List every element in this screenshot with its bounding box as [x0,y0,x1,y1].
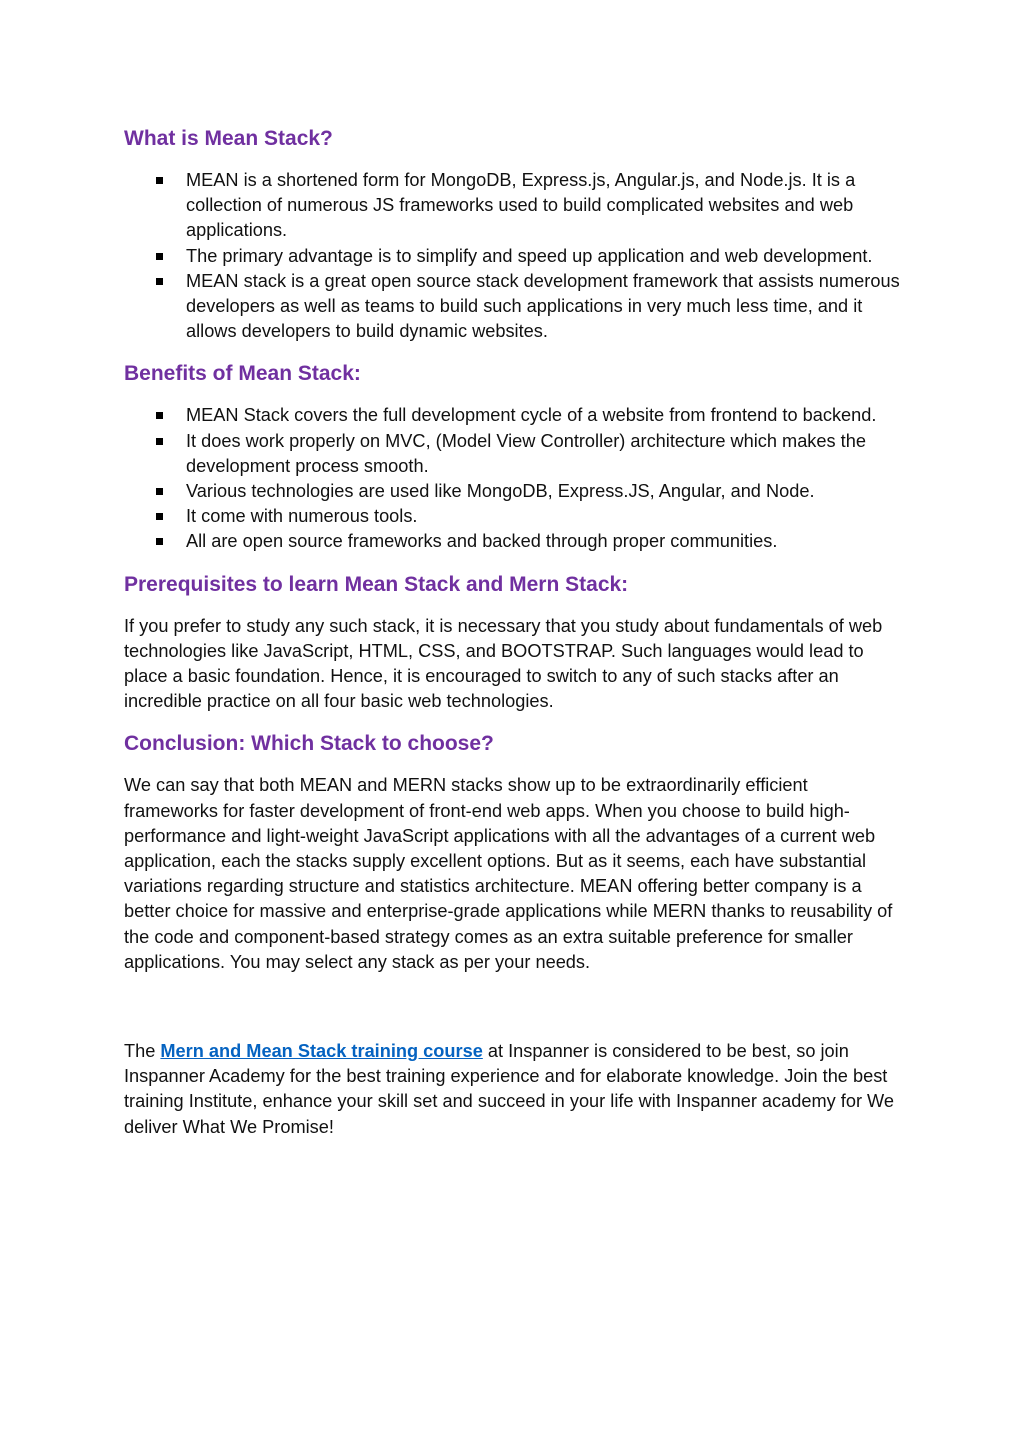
list-item [124,479,902,504]
list-item-text: It does work properly on MVC, (Model View Controller) architecture which makes the development process smooth. [186,430,866,476]
heading-prerequisites: Prerequisites to learn Mean Stack and Mern Stack: [124,572,629,596]
square-bullet-icon [156,538,163,545]
list-item-text: Various technologies are used like MongoDB, Express.JS, Angular, and Node. [186,481,815,502]
list-item-text: All are open source frameworks and backed through proper communities. [186,531,778,552]
square-bullet-icon [156,278,163,285]
list-item [124,244,902,269]
training-course-link[interactable]: Mern and Mean Stack training course [160,1041,483,1062]
list-item-text: It come with numerous tools. [186,506,418,527]
list-item [124,168,902,244]
list-item-text: MEAN is a shortened form for MongoDB, Express.js, Angular.js, and Node.js. It is a collection of numerous JS frameworks used to build complicated websites and web applications. [186,170,856,241]
list-item [124,429,902,479]
document-page [124,124,902,1155]
list-item [124,504,902,529]
list-item [124,403,902,428]
square-bullet-icon [156,412,163,419]
square-bullet-icon [156,438,163,445]
list-item [124,529,902,554]
square-bullet-icon [156,513,163,520]
heading-conclusion: Conclusion: Which Stack to choose? [124,732,494,756]
list-item-text: MEAN Stack covers the full development cycle of a website from frontend to backend. [186,405,877,426]
heading-what-is-mean-stack: What is Mean Stack? [124,127,333,150]
list-item [124,269,902,345]
list-item-text: The primary advantage is to simplify and speed up application and web development. [186,245,873,266]
mean-stack-definition-list [124,168,902,344]
square-bullet-icon [156,177,163,184]
closing-paragraph [124,1039,902,1140]
square-bullet-icon [156,253,163,260]
heading-benefits: Benefits of Mean Stack: [124,362,361,386]
prerequisites-paragraph: If you prefer to study any such stack, it is necessary that you study about fundamentals of web technologies like JavaScript, HTML, CSS, and BOOTSTRAP. Such languages would lead to place a basic foundation. Hence, it is encouraged to switch to any of such stacks after an incredible practice on all four basic web technologies. [124,615,883,712]
benefits-list [124,403,902,554]
closing-prefix: The [124,1041,161,1062]
closing-suffix: at Inspanner is considered to be best, so join Inspanner Academy for the best training experience and for elaborate knowledge. Join the best training Institute, enhance your skill set and succeed in your life with Inspanner academy for We deliver What We Promise! [124,1041,895,1137]
list-item-text: MEAN stack is a great open source stack development framework that assists numerous developers as well as teams to build such applications in very much less time, and it allows developers to build dynamic websites. [186,270,900,342]
square-bullet-icon [156,488,163,495]
conclusion-paragraph: We can say that both MEAN and MERN stacks show up to be extraordinarily efficient frameworks for faster development of front-end web apps. When you choose to build high-performance and light-weight JavaScript applications with all the advantages of a current web application, each the stacks supply excellent options. But as it seems, each have substantial variations regarding structure and statistics architecture. MEAN offering better company is a better choice for massive and enterprise-grade applications while MERN thanks to reusability of the code and component-based strategy comes as an extra suitable preference for smaller applications. You may select any stack as per your needs. [124,775,893,972]
